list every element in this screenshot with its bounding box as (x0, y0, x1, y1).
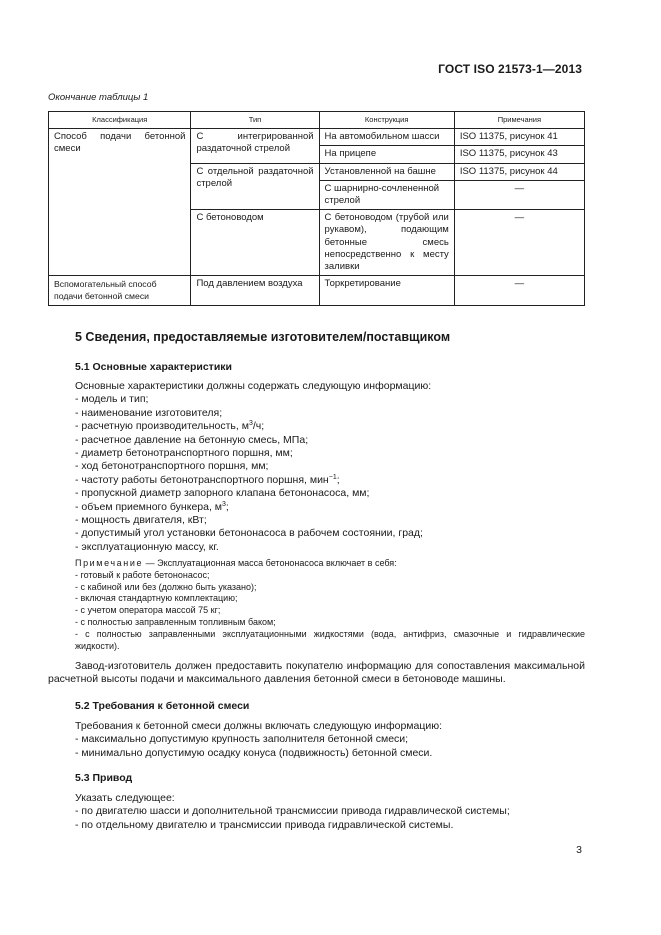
list-item: - по отдельному двигателю и трансмиссии привода гидравлической системы. (75, 818, 454, 831)
list-item: - мощность двигателя, кВт; (75, 514, 207, 527)
table-cell: Торкретирование (319, 276, 454, 305)
list-item: - модель и тип; (75, 393, 149, 406)
table-cell: ISO 11375, рисунок 43 (454, 146, 584, 163)
section-5-3-list (48, 792, 585, 832)
table-header-row (49, 112, 585, 129)
table-cell: С бетоноводом (191, 210, 319, 276)
list-item (48, 420, 585, 433)
list-item: - ход бетонотранспортного поршня, мм; (75, 460, 269, 473)
list-item-tail: ; (336, 473, 340, 486)
page-number: 3 (576, 844, 582, 856)
note-item: - с полностью заправленными эксплуатационными жидкостями (вода, антифриз, смазочные и гидравлические жидкости). (75, 628, 585, 651)
table-cell: С шарнирно-сочлененной стрелой (319, 180, 454, 209)
list-item: - наименование изготовителя; (75, 406, 223, 419)
note-item: - с кабиной или без (должно быть указано); (75, 581, 257, 592)
list-item: - эксплуатационную массу, кг. (75, 540, 219, 553)
column-header: Примечания (454, 112, 584, 129)
section-5-title: 5 Сведения, предоставляемые изготовителем/поставщиком (75, 330, 451, 344)
section-5-1-title: 5.1 Основные характеристики (75, 361, 232, 373)
list-item: - допустимый угол установки бетононасоса в рабочем состоянии, град; (75, 527, 423, 540)
table-cell: Под давлением воздуха (191, 276, 319, 305)
list-item-text: - расчетную производительность, м (75, 420, 249, 433)
paragraph: Завод-изготовитель должен предоставить покупателю информацию для сопоставления максимальной расчетной высоты подачи и максимального давления бетонной смеси в бетоноводе машины. (48, 660, 585, 686)
list-item (48, 501, 585, 514)
table-cell: На прицепе (319, 146, 454, 163)
paragraph: Основные характеристики должны содержать следующую информацию: (75, 380, 432, 392)
note-label: Примечание (75, 558, 144, 568)
note-block (48, 558, 585, 652)
list-item-text: - частоту работы бетонотранспортного поршня, мин (75, 473, 329, 486)
note-item: - включая стандартную комплектацию; (75, 593, 238, 604)
table-row (49, 276, 585, 305)
table-cell: — (454, 210, 584, 276)
superscript: −1 (328, 473, 337, 481)
table-cell: С бетоноводом (трубой или рукавом), подающим бетонные смесь непосредственно к месту заливки (319, 210, 454, 276)
column-header: Тип (191, 112, 319, 129)
table-cell: На автомобильном шасси (319, 129, 454, 146)
paragraph: Указать следующее: (75, 792, 175, 804)
table-cell: Установленной на башне (319, 163, 454, 180)
superscript: 3 (248, 420, 253, 428)
table-cell: Способ подачи бетонной смеси (49, 129, 191, 276)
table-cell: — (454, 276, 584, 305)
list-item: - диаметр бетонотранспортного поршня, мм; (75, 447, 293, 460)
document-id: ГОСТ ISO 21573-1—2013 (438, 62, 582, 76)
list-item-tail: ; (225, 500, 229, 513)
table-cell: Вспомогательный способ подачи бетонной смеси (49, 276, 191, 305)
table-cell: ISO 11375, рисунок 41 (454, 129, 584, 146)
list-item: - максимально допустимую крупность заполнителя бетонной смеси; (75, 733, 409, 746)
list-item: - по двигателю шасси и дополнительной трансмиссии привода гидравлической системы; (75, 805, 510, 818)
note-item: - с полностью заправленным топливным баком; (75, 616, 276, 627)
list-item-text: - объем приемного бункера, м (75, 500, 223, 513)
note-intro (48, 558, 585, 570)
list-item: - минимально допустимую осадку конуса (подвижность) бетонной смеси. (75, 746, 433, 759)
section-5-2-title: 5.2 Требования к бетонной смеси (75, 700, 250, 712)
table-cell: — (454, 180, 584, 209)
table-cell: С отдельной раздаточной стрелой (191, 163, 319, 210)
section-5-1-list (48, 380, 585, 554)
superscript: 3 (222, 500, 226, 508)
list-item: - пропускной диаметр запорного клапана бетононасоса, мм; (75, 487, 370, 500)
table-row (49, 129, 585, 146)
table-cell: ISO 11375, рисунок 44 (454, 163, 584, 180)
section-5-3-title: 5.3 Привод (75, 772, 133, 784)
note-item: - с учетом оператора массой 75 кг; (75, 605, 221, 616)
table-caption: Окончание таблицы 1 (48, 92, 149, 103)
column-header: Классификация (49, 112, 191, 129)
paragraph: Требования к бетонной смеси должны включать следующую информацию: (75, 720, 443, 732)
closing-paragraph (48, 660, 585, 687)
list-item (48, 474, 585, 487)
note-intro-text: — Эксплуатационная масса бетононасоса включает в себя: (143, 558, 397, 568)
column-header: Конструкция (319, 112, 454, 129)
section-5-2-list (48, 720, 585, 760)
list-item: - расчетное давление на бетонную смесь, МПа; (75, 433, 309, 446)
table-cell: С интегрированной раздаточной стрелой (191, 129, 319, 163)
list-item-tail: /ч; (252, 420, 265, 433)
classification-table (48, 111, 585, 306)
note-item: - готовый к работе бетононасос; (75, 569, 210, 580)
